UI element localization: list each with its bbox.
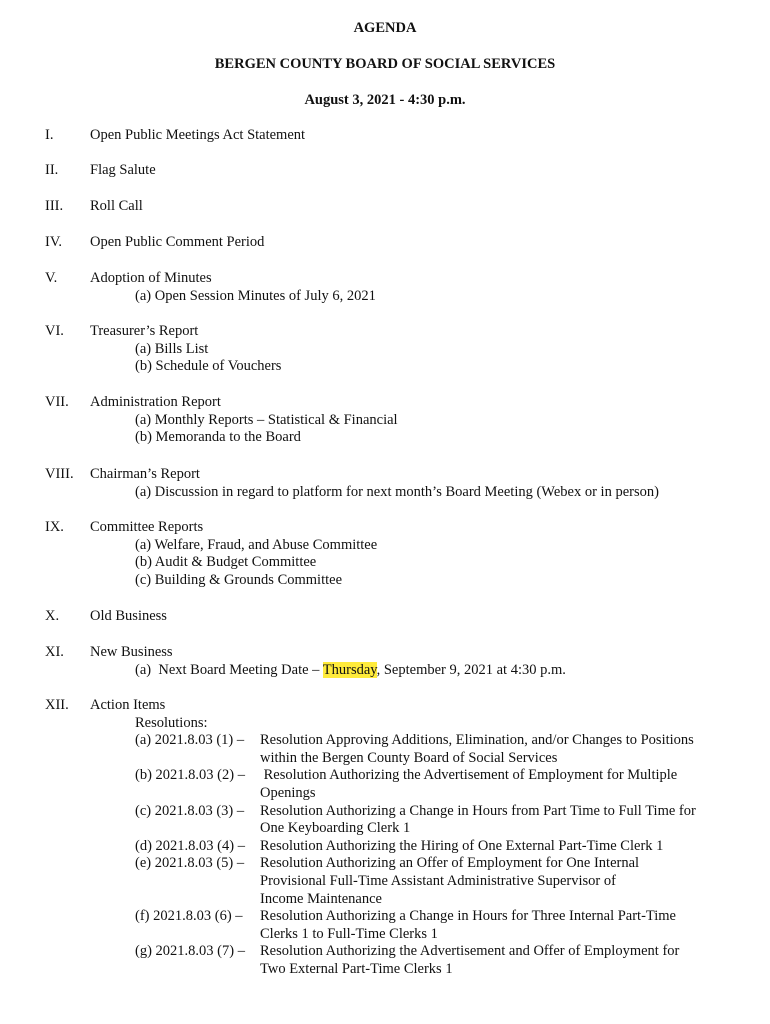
resolution-b — [135, 767, 740, 802]
item-title: New Business — [90, 644, 173, 660]
sub-item: (b) Memoranda to the Board — [135, 429, 301, 446]
org-name: BERGEN COUNTY BOARD OF SOCIAL SERVICES — [214, 56, 556, 72]
highlighted-day: Thursday — [322, 661, 377, 678]
resolution-text: within the Bergen County Board of Social Services — [260, 749, 558, 766]
resolution-e — [135, 855, 740, 908]
resolution-a — [135, 732, 740, 767]
resolution-g — [135, 943, 740, 978]
resolution-text: Resolution Authorizing the Advertisement of Employment for Multiple — [260, 767, 678, 784]
resolution-number: (e) 2021.8.03 (5) – — [135, 855, 245, 872]
item-number: VII. — [45, 394, 69, 410]
sub-item: (a) Discussion in regard to platform for next month’s Board Meeting (Webex or in person) — [135, 483, 659, 500]
resolution-text: Provisional Full-Time Assistant Administrative Supervisor of — [260, 872, 616, 889]
item-title: Chairman’s Report — [90, 466, 200, 482]
resolution-text: Resolution Authorizing the Hiring of One External Part-Time Clerk 1 — [260, 837, 664, 854]
resolution-d — [135, 838, 740, 856]
meeting-date: August 3, 2021 - 4:30 p.m. — [304, 92, 466, 108]
item-title: Roll Call — [90, 198, 143, 214]
item-number: VIII. — [45, 466, 74, 482]
resolution-text: Income Maintenance — [260, 890, 382, 907]
resolution-text: Resolution Authorizing a Change in Hours from Part Time to Full Time for — [260, 802, 696, 819]
sub-item-text: (a) Next Board Meeting Date – — [135, 661, 323, 678]
resolution-c — [135, 803, 740, 838]
item-number: X. — [45, 608, 60, 624]
resolution-text: Resolution Authorizing a Change in Hours for Three Internal Part-Time — [260, 908, 676, 925]
item-title: Open Public Meetings Act Statement — [90, 127, 306, 143]
item-number: XI. — [45, 644, 64, 660]
item-title: Administration Report — [90, 394, 221, 410]
item-title: Committee Reports — [90, 519, 204, 535]
resolution-number: (c) 2021.8.03 (3) – — [135, 802, 245, 819]
resolution-text: Resolution Approving Additions, Elimination, and/or Changes to Positions — [260, 732, 694, 749]
resolution-text: One Keyboarding Clerk 1 — [260, 820, 411, 837]
item-title: Flag Salute — [90, 162, 156, 178]
item-number: I. — [45, 127, 54, 143]
item-title: Adoption of Minutes — [90, 270, 212, 286]
item-number: III. — [45, 198, 64, 214]
resolution-number: (a) 2021.8.03 (1) – — [135, 732, 245, 749]
item-number: V. — [45, 270, 58, 286]
sub-item — [90, 662, 740, 680]
resolution-text: Clerks 1 to Full-Time Clerks 1 — [260, 925, 438, 942]
sub-item: (a) Open Session Minutes of July 6, 2021 — [135, 287, 376, 304]
item-number: IV. — [45, 234, 63, 250]
item-title: Treasurer’s Report — [90, 323, 199, 339]
resolution-text: Two External Part-Time Clerks 1 — [260, 960, 453, 977]
item-number: VI. — [45, 323, 64, 339]
item-number: II. — [45, 162, 59, 178]
item-title: Old Business — [90, 608, 167, 624]
resolutions-label: Resolutions: — [135, 714, 208, 731]
sub-item: (c) Building & Grounds Committee — [135, 571, 343, 588]
sub-item: (b) Audit & Budget Committee — [135, 554, 317, 571]
resolution-text: Resolution Authorizing an Offer of Employment for One Internal — [260, 855, 640, 872]
resolution-number: (d) 2021.8.03 (4) – — [135, 837, 245, 854]
item-number: XII. — [45, 697, 69, 713]
resolution-text: Openings — [260, 784, 316, 801]
resolution-number: (b) 2021.8.03 (2) – — [135, 767, 245, 784]
sub-item: (b) Schedule of Vouchers — [135, 358, 282, 375]
item-title: Action Items — [90, 697, 166, 713]
resolutions-list — [90, 732, 740, 978]
resolution-f — [135, 908, 740, 943]
agenda-title: AGENDA — [353, 20, 417, 36]
sub-item-text: , September 9, 2021 at 4:30 p.m. — [376, 661, 566, 678]
sub-item: (a) Bills List — [135, 340, 209, 357]
item-title: Open Public Comment Period — [90, 234, 265, 250]
resolution-number: (f) 2021.8.03 (6) – — [135, 908, 243, 925]
resolution-text: Resolution Authorizing the Advertisement and Offer of Employment for — [260, 943, 680, 960]
resolution-number: (g) 2021.8.03 (7) – — [135, 943, 245, 960]
sub-item: (a) Monthly Reports – Statistical & Financial — [135, 411, 398, 428]
sub-item: (a) Welfare, Fraud, and Abuse Committee — [135, 536, 378, 553]
item-number: IX. — [45, 519, 64, 535]
